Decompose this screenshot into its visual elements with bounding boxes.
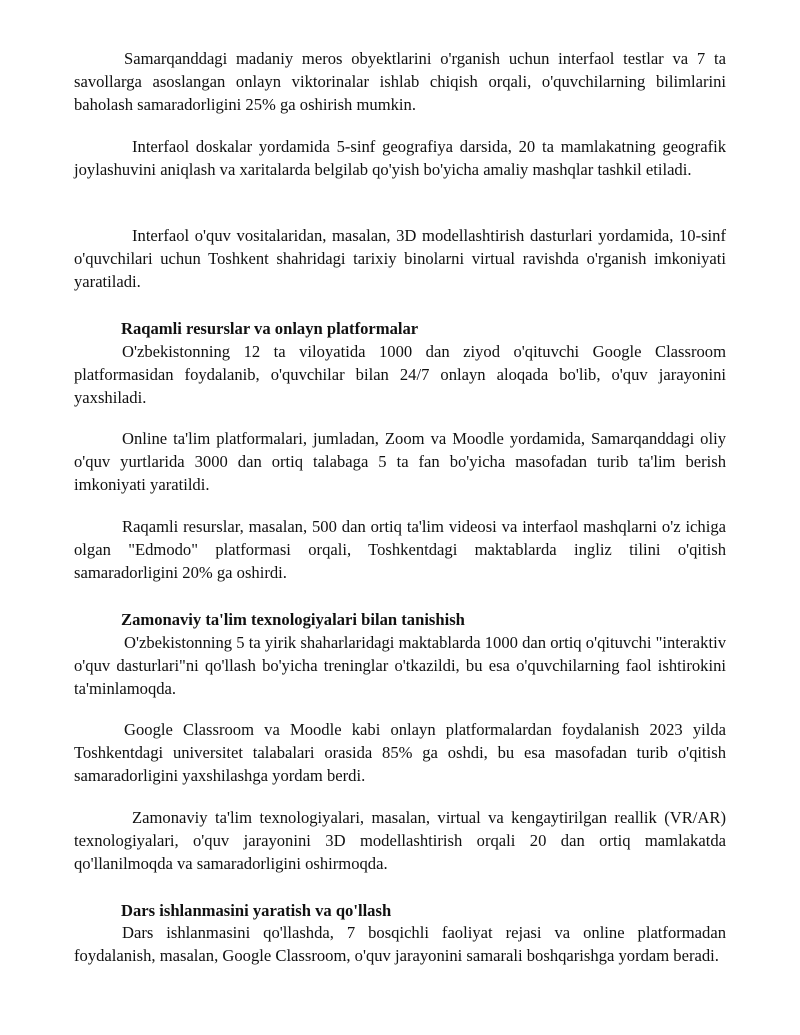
paragraph-platform-usage-2023: Google Classroom va Moodle kabi onlayn platformalardan foydalanish 2023 yilda Toshkentdagi universitet talabalari orasida 85% ga oshdi, bu esa masofadan turib o'qitish samaradorligini yaxshilashga yordam berdi. xyxy=(74,720,726,785)
paragraph-3d-modeling: Interfaol o'quv vositalaridan, masalan, 3D modellashtirish dasturlari yordamida, 10-sinf o'quvchilari uchun Toshkent shahridagi tarixiy binolarni virtual ravishda o'rganish imkoniyati yaratiladi. xyxy=(74,226,726,291)
paragraph-edmodo: Raqamli resurslar, masalan, 500 dan ortiq ta'lim videosi va interfaol mashqlarni o'z ichiga olgan "Edmodo" platformasi orqali, Toshkentdagi maktablarda ingliz tilini o'qitish samaradorligini 20% ga oshirdi. xyxy=(74,517,726,582)
heading-modern-technologies: Zamonaviy ta'lim texnologiyalari bilan tanishish xyxy=(121,610,465,629)
paragraph-vr-ar: Zamonaviy ta'lim texnologiyalari, masalan, virtual va kengaytirilgan reallik (VR/AR) texnologiyalari, o'quv jarayonini 3D modellashtirish orqali 20 dan ortiq mamlakatda qo'llanilmoqda va samaradorligini oshirmoqda. xyxy=(74,808,726,873)
heading-lesson-plan: Dars ishlanmasini yaratish va qo'llash xyxy=(121,901,392,920)
heading-digital-resources: Raqamli resurslar va onlayn platformalar xyxy=(121,319,419,338)
paragraph-teacher-trainings: O'zbekistonning 5 ta yirik shaharlaridagi maktablarda 1000 dan ortiq o'qituvchi "interaktiv o'quv dasturlari"ni qo'llash bo'yicha treninglar o'tkazildi, bu esa o'quvchilarning faol ishtirokini ta'minlamoqda. xyxy=(74,633,726,698)
paragraph-heritage-quizzes: Samarqanddagi madaniy meros obyektlarini o'rganish uchun interfaol testlar va 7 ta savollarga asoslangan onlayn viktorinalar ishlab chiqish orqali, o'quvchilarning bilimlarini baholash samaradorligini 25% ga oshirish mumkin. xyxy=(74,49,726,114)
paragraph-online-platforms: Online ta'lim platformalari, jumladan, Zoom va Moodle yordamida, Samarqanddagi oliy o'quv yurtlarida 3000 dan ortiq talabaga 5 ta fan bo'yicha masofadan turib ta'lim berish imkoniyati yaratildi. xyxy=(74,429,726,494)
paragraph-interactive-boards: Interfaol doskalar yordamida 5-sinf geografiya darsida, 20 ta mamlakatning geografik joylashuvini aniqlash va xaritalarda belgilab qo'yish bo'yicha amaliy mashqlar tashkil etiladi. xyxy=(74,137,726,179)
paragraph-google-classroom: O'zbekistonning 12 ta viloyatida 1000 dan ziyod o'qituvchi Google Classroom platformasidan foydalanib, o'quvchilar bilan 24/7 onlayn aloqada bo'lib, o'quv jarayonini yaxshiladi. xyxy=(74,342,726,407)
paragraph-lesson-plan-usage: Dars ishlanmasini qo'llashda, 7 bosqichli faoliyat rejasi va online platformadan foydalanish, masalan, Google Classroom, o'quv jarayonini samarali boshqarishga yordam beradi. xyxy=(74,923,726,965)
